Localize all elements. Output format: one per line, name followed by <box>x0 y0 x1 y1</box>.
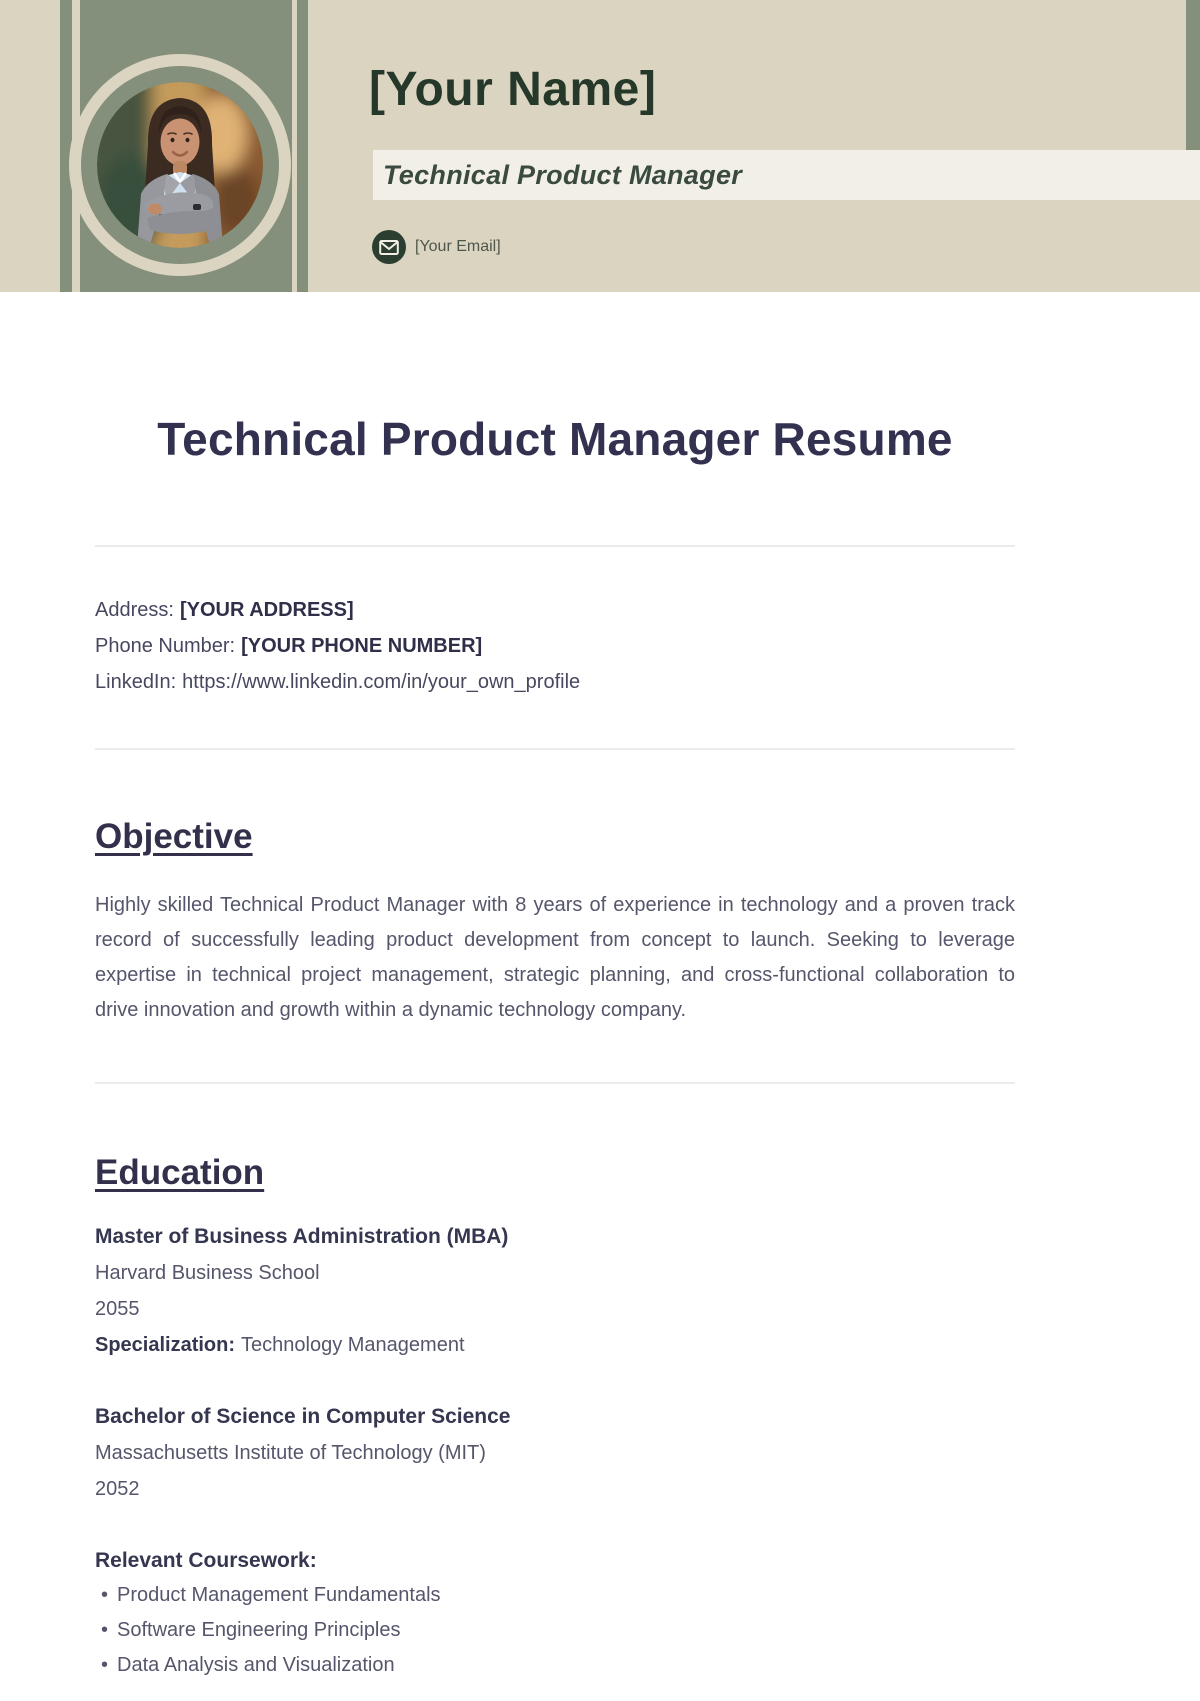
coursework-item-text: Software Engineering Principles <box>117 1619 401 1641</box>
divider <box>95 748 1015 750</box>
right-accent-block <box>1186 0 1200 150</box>
coursework-list <box>95 1578 1015 1683</box>
degree-title: Bachelor of Science in Computer Science <box>95 1405 511 1428</box>
profile-photo-illustration <box>97 82 263 248</box>
phone-label: Phone Number: <box>95 635 236 657</box>
job-title-band <box>373 150 1200 200</box>
divider <box>95 545 1015 547</box>
email-row <box>372 230 501 264</box>
bullet-glyph: • <box>101 1654 109 1676</box>
person-name: [Your Name] <box>369 63 657 116</box>
bullet-glyph: • <box>101 1584 109 1606</box>
list-item <box>95 1613 1015 1648</box>
specialization-label: Specialization: <box>95 1334 236 1356</box>
profile-photo <box>97 82 263 248</box>
linkedin-url[interactable]: https://www.linkedin.com/in/your_own_profile <box>182 671 581 693</box>
specialization-value: Technology Management <box>241 1334 465 1356</box>
coursework-item-text: Data Analysis and Visualization <box>117 1654 395 1676</box>
coursework-heading: Relevant Coursework: <box>95 1549 317 1572</box>
list-item <box>95 1648 1015 1683</box>
list-item <box>95 1578 1015 1613</box>
school-name: Massachusetts Institute of Technology (MIT) <box>95 1442 486 1464</box>
page-title: Technical Product Manager Resume <box>157 413 953 465</box>
objective-paragraph: Highly skilled Technical Product Manager with 8 years of experience in technology and a proven track record of successfully leading product development from concept to launch. Seeking to leverage expertise in technical project management, strategic planning, and cross-functional collaboration to drive innovation and growth within a dynamic technology company. <box>95 894 1015 1021</box>
graduation-year: 2052 <box>95 1478 140 1500</box>
inner-accent-stripe <box>297 0 308 292</box>
header-banner <box>0 0 1200 292</box>
phone-value: [YOUR PHONE NUMBER] <box>241 635 483 657</box>
divider <box>95 1082 1015 1084</box>
email-icon <box>372 230 406 264</box>
address-label: Address: <box>95 599 174 621</box>
section-heading-education: Education <box>95 1153 265 1192</box>
address-value: [YOUR ADDRESS] <box>179 599 354 621</box>
specialization-line <box>95 1327 1015 1363</box>
school-name: Harvard Business School <box>95 1262 320 1284</box>
coursework-item-text: Product Management Fundamentals <box>117 1584 441 1606</box>
email-value: [Your Email] <box>415 238 501 255</box>
education-entry <box>95 1399 1015 1507</box>
job-title: Technical Product Manager <box>383 159 743 190</box>
linkedin-line <box>95 664 1015 700</box>
coursework-block <box>95 1544 1015 1683</box>
section-heading-objective: Objective <box>95 817 253 856</box>
linkedin-label: LinkedIn: <box>95 671 177 693</box>
bullet-glyph: • <box>101 1619 109 1641</box>
address-line <box>95 592 1015 628</box>
degree-title: Master of Business Administration (MBA) <box>95 1225 509 1248</box>
phone-line <box>95 628 1015 664</box>
education-entry <box>95 1219 1015 1363</box>
document-body <box>95 412 1015 1683</box>
graduation-year: 2055 <box>95 1298 140 1320</box>
contact-block <box>95 592 1015 700</box>
